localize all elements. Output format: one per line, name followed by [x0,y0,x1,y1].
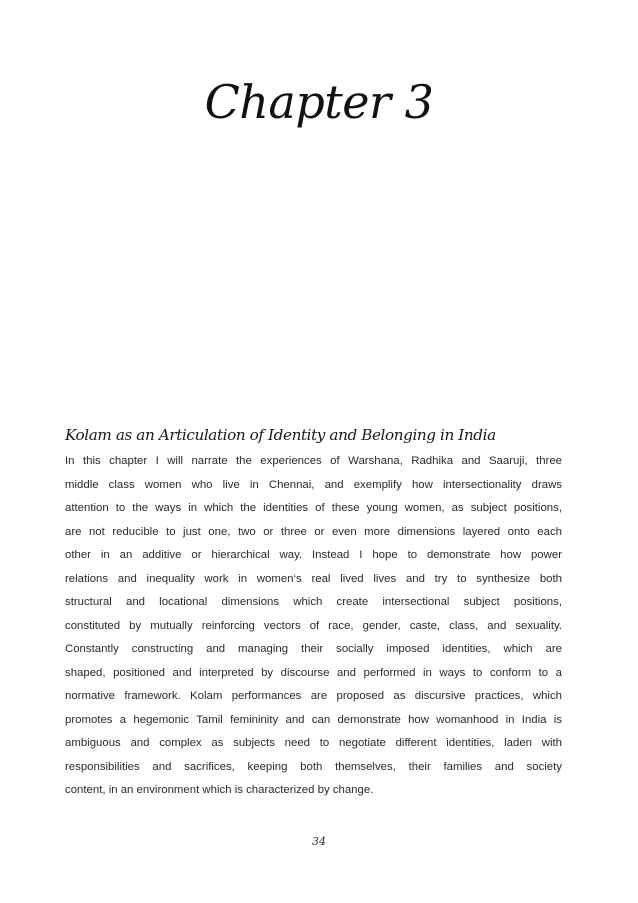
paragraph-line: responsibilities and sacrifices, keeping both themselves, their families and society [65,760,562,773]
page-number: 34 [312,835,326,848]
paragraph-line: normative framework. Kolam performances are proposed as discursive practices, which [65,690,562,702]
paragraph-line: promotes a hegemonic Tamil femininity and can demonstrate how womanhood in India is [65,713,562,726]
paragraph-line: are not reducible to just one, two or three or even more dimensions layered onto each [65,525,562,538]
paragraph-line: structural and locational dimensions which create intersectional subject positions, [65,596,562,608]
paragraph-line: Constantly constructing and managing their socially imposed identities, which are [65,643,562,655]
chapter-title: Chapter 3 [204,75,434,129]
paragraph-line: content, in an environment which is characterized by change. [65,784,374,796]
paragraph-line: middle class women who live in Chennai, and exemplify how intersectionality draws [65,478,562,491]
section-heading: Kolam as an Articulation of Identity and Belonging in India [65,426,496,444]
paragraph-line: relations and inequality work in women‘s real lived lives and try to synthesize both [65,572,562,585]
paragraph-line: ambiguous and complex as subjects need to negotiate different identities, laden with [65,737,562,749]
body-paragraph [65,450,562,803]
paragraph-line: attention to the ways in which the identities of these young women, as subject positions, [65,502,562,514]
paragraph-line: shaped, positioned and interpreted by discourse and performed in ways to conform to a [65,666,562,679]
paragraph-line: constituted by mutually reinforcing vectors of race, gender, caste, class, and sexuality. [65,619,562,632]
paragraph-line: In this chapter I will narrate the experiences of Warshana, Radhika and Saaruji, three [65,455,562,467]
paragraph-line: other in an additive or hierarchical way. Instead I hope to demonstrate how power [65,549,562,561]
